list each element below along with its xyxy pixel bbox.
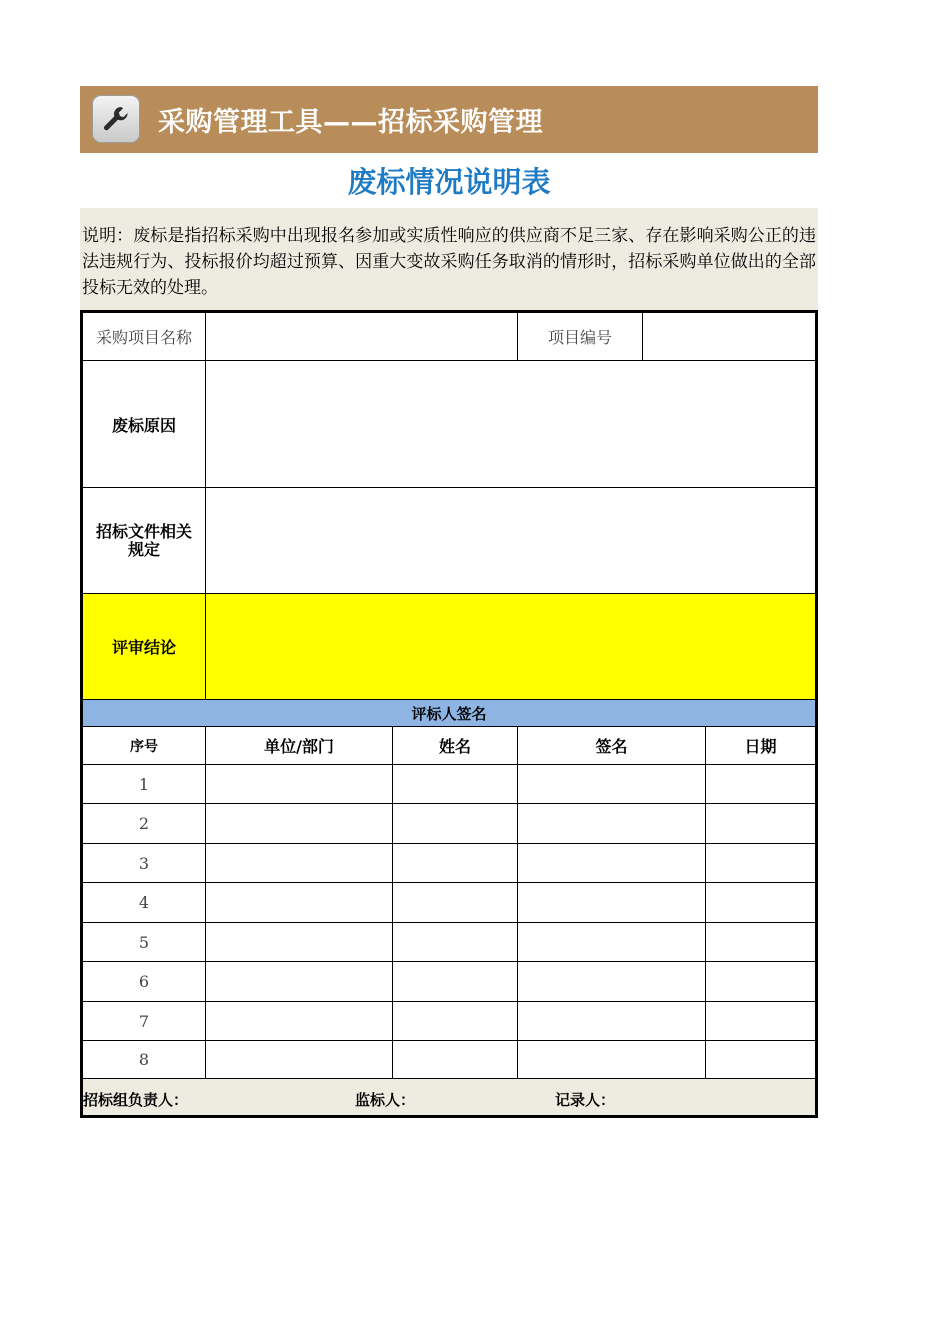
date-cell[interactable] <box>706 962 815 1002</box>
name-cell[interactable] <box>393 923 518 962</box>
name-cell[interactable] <box>393 765 518 804</box>
row-number: 4 <box>83 883 206 923</box>
signature-section-title: 评标人签名 <box>83 700 815 727</box>
date-cell[interactable] <box>706 923 815 962</box>
col-header-unit: 单位/部门 <box>206 727 393 765</box>
wrench-icon <box>92 95 140 143</box>
unit-cell[interactable] <box>206 883 393 923</box>
signature-cell[interactable] <box>518 844 706 883</box>
signature-cell[interactable] <box>518 883 706 923</box>
name-cell[interactable] <box>393 962 518 1002</box>
project-name-label: 采购项目名称 <box>83 313 206 361</box>
name-cell[interactable] <box>393 844 518 883</box>
description-note: 说明：废标是指招标采购中出现报名参加或实质性响应的供应商不足三家、存在影响采购公正的违法违规行为、投标报价均超过预算、因重大变故采购任务取消的情形时，招标采购单位做出的全部投标无效的处理。 <box>80 208 818 310</box>
row-number: 2 <box>83 804 206 844</box>
unit-cell[interactable] <box>206 1041 393 1079</box>
name-cell[interactable] <box>393 804 518 844</box>
row-number: 3 <box>83 844 206 883</box>
name-cell[interactable] <box>393 1041 518 1079</box>
signature-cell[interactable] <box>518 765 706 804</box>
date-cell[interactable] <box>706 804 815 844</box>
page-title: 废标情况说明表 <box>347 165 551 199</box>
recorder-label: 记录人： <box>555 1091 616 1109</box>
row-number: 8 <box>83 1041 206 1079</box>
col-header-name: 姓名 <box>393 727 518 765</box>
date-cell[interactable] <box>706 1041 815 1079</box>
row-number: 5 <box>83 923 206 962</box>
rules-label: 招标文件相关规定 <box>83 488 206 594</box>
header-banner <box>80 86 818 153</box>
col-header-signature: 签名 <box>518 727 706 765</box>
row-number: 7 <box>83 1002 206 1041</box>
void-bid-form <box>80 310 818 1118</box>
supervisor-label: 监标人： <box>355 1091 416 1109</box>
signature-cell[interactable] <box>518 1041 706 1079</box>
unit-cell[interactable] <box>206 1002 393 1041</box>
col-header-no: 序号 <box>83 727 206 765</box>
unit-cell[interactable] <box>206 765 393 804</box>
conclusion-label: 评审结论 <box>83 594 206 700</box>
signature-cell[interactable] <box>518 804 706 844</box>
unit-cell[interactable] <box>206 962 393 1002</box>
signature-cell[interactable] <box>518 923 706 962</box>
conclusion-field[interactable] <box>206 594 815 700</box>
app-title: 采购管理工具——招标采购管理 <box>158 107 543 138</box>
project-name-field[interactable] <box>206 313 518 361</box>
col-header-date: 日期 <box>706 727 815 765</box>
signature-cell[interactable] <box>518 1002 706 1041</box>
date-cell[interactable] <box>706 765 815 804</box>
project-no-label: 项目编号 <box>518 313 643 361</box>
unit-cell[interactable] <box>206 923 393 962</box>
unit-cell[interactable] <box>206 804 393 844</box>
name-cell[interactable] <box>393 883 518 923</box>
row-number: 6 <box>83 962 206 1002</box>
name-cell[interactable] <box>393 1002 518 1041</box>
date-cell[interactable] <box>706 883 815 923</box>
reason-label: 废标原因 <box>83 361 206 488</box>
signature-cell[interactable] <box>518 962 706 1002</box>
reason-field[interactable] <box>206 361 815 488</box>
project-no-field[interactable] <box>643 313 815 361</box>
date-cell[interactable] <box>706 1002 815 1041</box>
rules-field[interactable] <box>206 488 815 594</box>
unit-cell[interactable] <box>206 844 393 883</box>
date-cell[interactable] <box>706 844 815 883</box>
row-number: 1 <box>83 765 206 804</box>
form-footer <box>83 1079 815 1115</box>
leader-label: 招标组负责人： <box>83 1091 189 1109</box>
